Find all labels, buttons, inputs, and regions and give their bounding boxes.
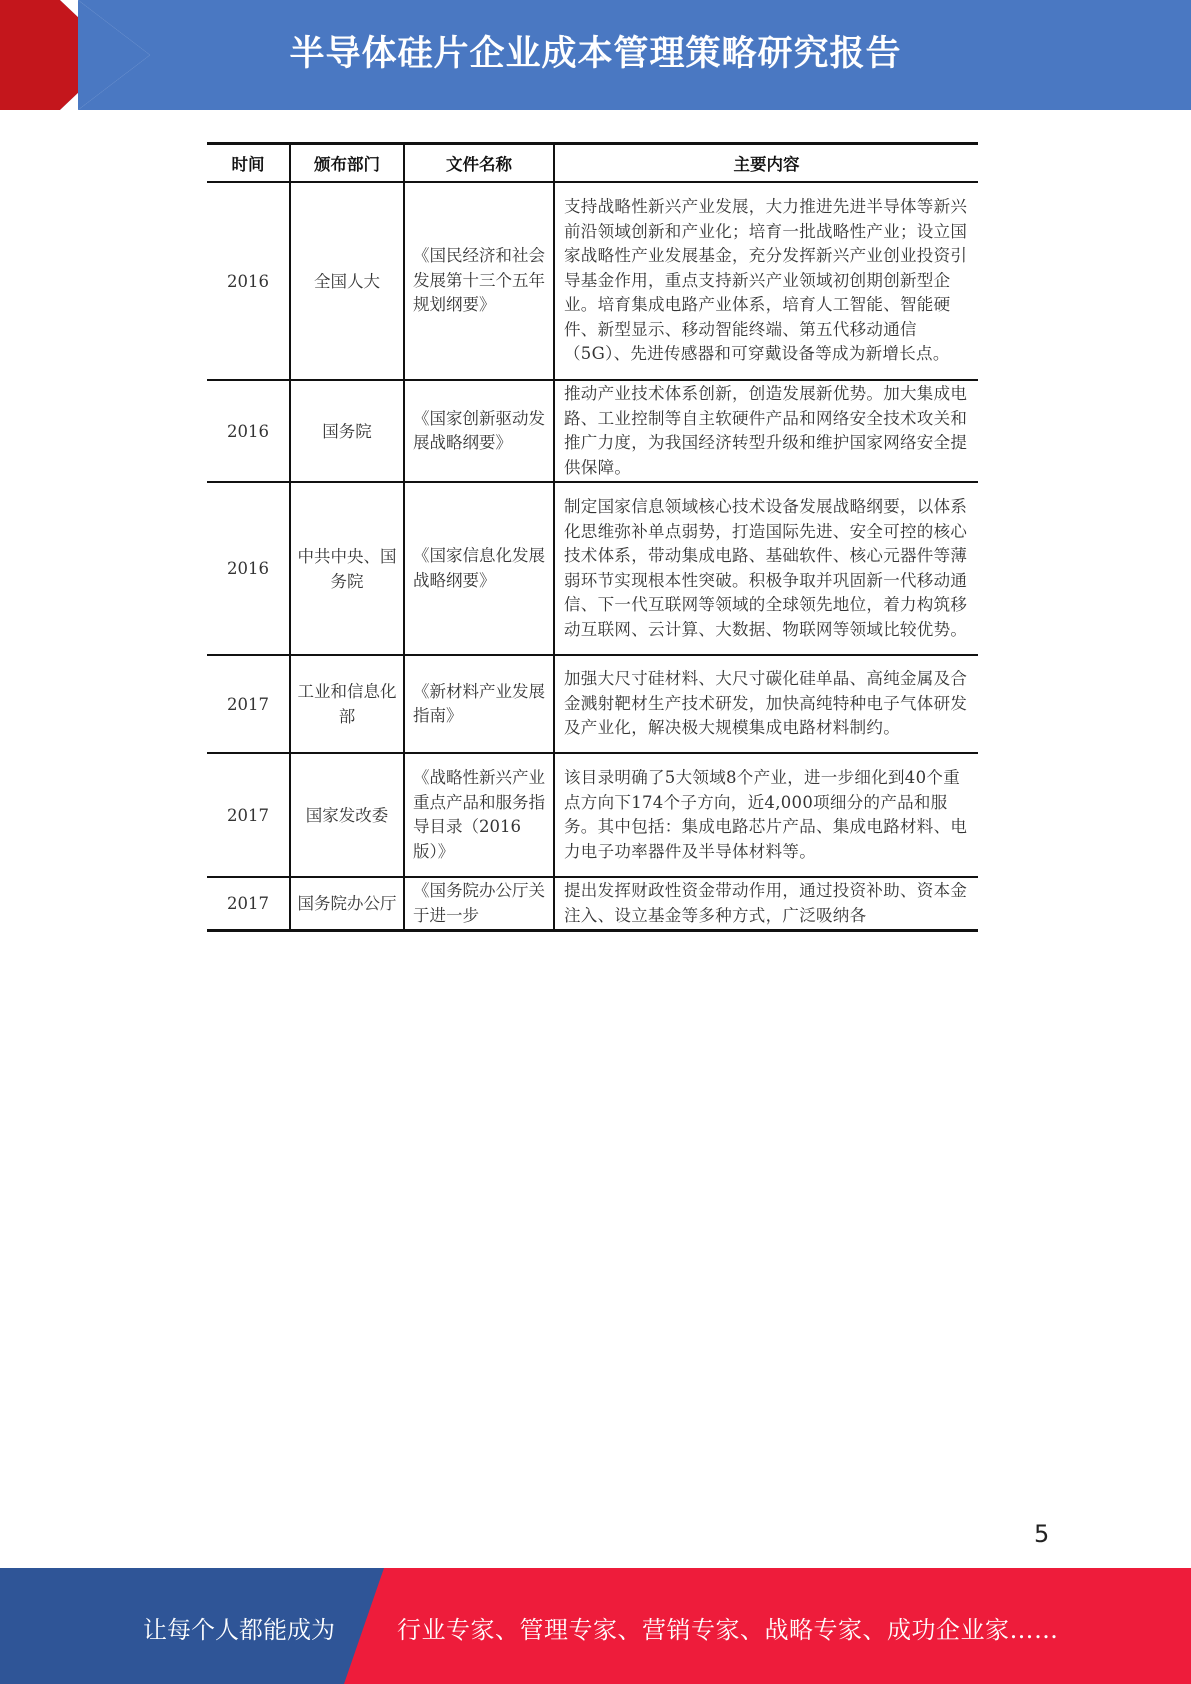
column-header-department: 颁布部门 (290, 144, 404, 183)
cell-department: 国务院办公厅 (290, 877, 404, 931)
cell-year: 2016 (207, 482, 290, 655)
cell-document: 《国民经济和社会发展第十三个五年规划纲要》 (404, 182, 554, 380)
table-row (207, 182, 978, 380)
cell-department: 国家发改委 (290, 753, 404, 877)
cell-department: 国务院 (290, 380, 404, 482)
cell-year: 2017 (207, 877, 290, 931)
cell-year: 2016 (207, 380, 290, 482)
footer-banner (0, 1568, 1191, 1684)
cell-department: 中共中央、国务院 (290, 482, 404, 655)
footer-slogan-left: 让每个人都能成为 (143, 1616, 335, 1644)
cell-year: 2016 (207, 182, 290, 380)
cell-department: 全国人大 (290, 182, 404, 380)
footer-slogan-right: 行业专家、管理专家、营销专家、战略专家、成功企业家…… (397, 1616, 1059, 1644)
column-header-document: 文件名称 (404, 144, 554, 183)
cell-content: 加强大尺寸硅材料、大尺寸碳化硅单晶、高纯金属及合金溅射靶材生产技术研发，加快高纯特种电子气体研发及产业化，解决极大规模集成电路材料制约。 (554, 655, 978, 753)
cell-content: 制定国家信息领域核心技术设备发展战略纲要，以体系化思维弥补单点弱势，打造国际先进、安全可控的核心技术体系，带动集成电路、基础软件、核心元器件等薄弱环节实现根本性突破。积极争取并巩固新一代移动通信、下一代互联网等领域的全球领先地位，着力构筑移动互联网、云计算、大数据、物联网等领域比较优势。 (554, 482, 978, 655)
cell-year: 2017 (207, 753, 290, 877)
cell-content: 支持战略性新兴产业发展，大力推进先进半导体等新兴前沿领域创新和产业化；培育一批战略性产业；设立国家战略性产业发展基金，充分发挥新兴产业创业投资引导基金作用，重点支持新兴产业领域初创期创新型企业。培育集成电路产业体系，培育人工智能、智能硬件、新型显示、移动智能终端、第五代移动通信（5G）、先进传感器和可穿戴设备等成为新增长点。 (554, 182, 978, 380)
cell-document: 《国务院办公厅关于进一步 (404, 877, 554, 931)
report-title: 半导体硅片企业成本管理策略研究报告 (289, 34, 902, 74)
cell-content: 该目录明确了5大领域8个产业，进一步细化到40个重点方向下174个子方向，近4,000项细分的产品和服务。其中包括：集成电路芯片产品、集成电路材料、电力电子功率器件及半导体材料等。 (554, 753, 978, 877)
cell-content: 推动产业技术体系创新，创造发展新优势。加大集成电路、工业控制等自主软硬件产品和网络安全技术攻关和推广力度，为我国经济转型升级和维护国家网络安全提供保障。 (554, 380, 978, 482)
header-banner (0, 0, 1191, 110)
table-row (207, 753, 978, 877)
column-header-time: 时间 (207, 144, 290, 183)
cell-document: 《国家信息化发展战略纲要》 (404, 482, 554, 655)
table-header-row (207, 144, 978, 183)
policy-table (207, 142, 978, 932)
table-row (207, 380, 978, 482)
cell-document: 《国家创新驱动发展战略纲要》 (404, 380, 554, 482)
policy-table-container (207, 142, 978, 932)
table-row (207, 655, 978, 753)
column-header-content: 主要内容 (554, 144, 978, 183)
table-row (207, 877, 978, 931)
page-number: 5 (1034, 1520, 1050, 1548)
table-row (207, 482, 978, 655)
cell-document: 《战略性新兴产业重点产品和服务指导目录（2016版）》 (404, 753, 554, 877)
cell-department: 工业和信息化部 (290, 655, 404, 753)
cell-document: 《新材料产业发展指南》 (404, 655, 554, 753)
cell-year: 2017 (207, 655, 290, 753)
cell-content: 提出发挥财政性资金带动作用，通过投资补助、资本金注入、设立基金等多种方式，广泛吸纳各 (554, 877, 978, 931)
